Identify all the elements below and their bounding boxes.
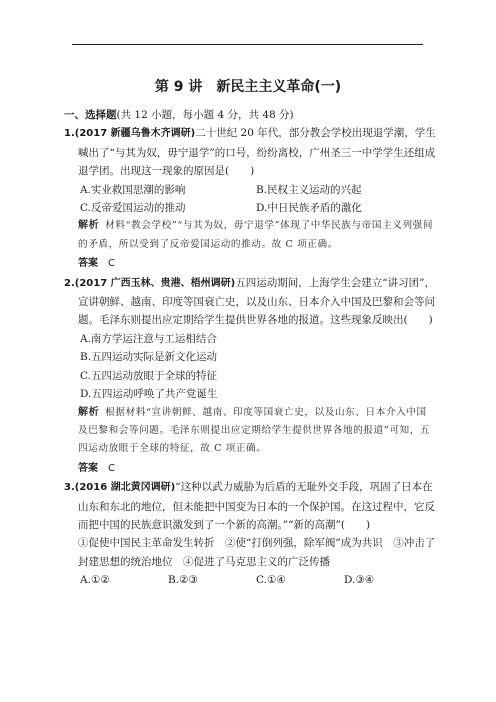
question-2-explanation (64, 404, 436, 459)
page-title: 第 9 讲 新民主主义革命(一) (154, 79, 342, 95)
question-3-source: 3.(2016 湖北黄冈调研) (64, 482, 176, 494)
option-a: A.南方学运注意与工运相结合 (80, 332, 217, 345)
section-heading (64, 106, 436, 124)
question-2 (64, 274, 436, 478)
question-3 (64, 478, 436, 589)
question-1-stem (64, 124, 436, 180)
document-body (64, 106, 436, 590)
explanation-text: 材料“教会学校”“与其为奴，毋宁退学”体现了中华民族与帝国主义列强间的矛盾，所以受到了反帝爱国运动的推动。故 C 项正确。 (78, 220, 434, 250)
option-c: C.五四运动放眼于全球的特征 (80, 369, 217, 382)
section-title: 一、选择题 (64, 109, 117, 121)
question-2-stem (64, 274, 436, 330)
question-1-source: 1.(2017 新疆乌鲁木齐调研) (64, 128, 196, 140)
option-b: B.民权主义运动的兴起 (256, 183, 362, 196)
question-3-text: “这种以武力威胁为后盾的无耻外交手段，巩固了日本在山东和东北的地位，但未能把中国变为日本的一个保护国。在这过程中，它反而把中国的民族意识激发到了一个新的高潮。”“新的高潮”( ) (78, 481, 435, 531)
option-c: C.①④ (256, 574, 286, 587)
option-d: D.五四运动呼唤了共产党诞生 (80, 388, 218, 401)
question-2-text: 五四运动期间，上海学生会建立“讲习团”，宣讲朝鲜、越南、印度等国衰亡史，以及山东、日本介入中国及巴黎和会等问题。毛泽东则提出应定期给学生提供世界各地的报道。这些现象反映出( ) (78, 276, 435, 327)
header-rule (72, 44, 423, 45)
answer-value: C (108, 462, 115, 474)
question-3-items: ①促使中国民主革命发生转折 ②使“打倒列强，除军阀”成为共识 ③冲击了封建思想的统治地位 ④促进了马克思主义的广泛传播 (78, 537, 436, 568)
answer-label: 答案 (78, 258, 98, 270)
question-2-answer (64, 459, 436, 478)
section-note: (共 12 小题，每小题 4 分，共 48 分) (116, 109, 294, 121)
question-1-text: 二十世纪 20 年代，部分教会学校出现退学潮，学生喊出了“与其为奴，毋宁退学”的口号，纷纷离校，广州圣三一中学学生还组成退学团。出现这一现象的原因是( ) (78, 127, 436, 178)
question-1-explanation (64, 217, 436, 254)
question-1 (64, 124, 436, 273)
option-b: B.②③ (168, 574, 198, 587)
question-2-source: 2.(2017 广西玉林、贵港、梧州调研) (64, 277, 236, 289)
option-b: B.五四运动实际是新文化运动 (80, 351, 218, 364)
answer-value: C (108, 258, 115, 270)
question-1-answer (64, 254, 436, 273)
option-c: C.反帝爱国运动的推动 (80, 202, 186, 215)
option-a: A.实业救国思潮的影响 (80, 183, 186, 196)
option-d: D.③④ (344, 574, 375, 587)
explanation-text: 根据材料“宣讲朝鲜、越南、印度等国衰亡史，以及山东、日本介入中国及巴黎和会等问题。毛泽东则提出应定期给学生提供世界各地的报道”可知，五四运动放眼于全球的特征，故 C 项正确。 (78, 406, 431, 455)
option-d: D.中日民族矛盾的激化 (256, 202, 362, 215)
explanation-label: 解析 (78, 406, 100, 418)
explanation-label: 解析 (78, 220, 100, 232)
answer-label: 答案 (78, 462, 98, 474)
question-3-stem (64, 478, 436, 534)
question-3-options (64, 571, 436, 589)
question-1-options (64, 181, 436, 218)
question-2-options (64, 330, 436, 404)
option-a: A.①② (80, 574, 110, 587)
